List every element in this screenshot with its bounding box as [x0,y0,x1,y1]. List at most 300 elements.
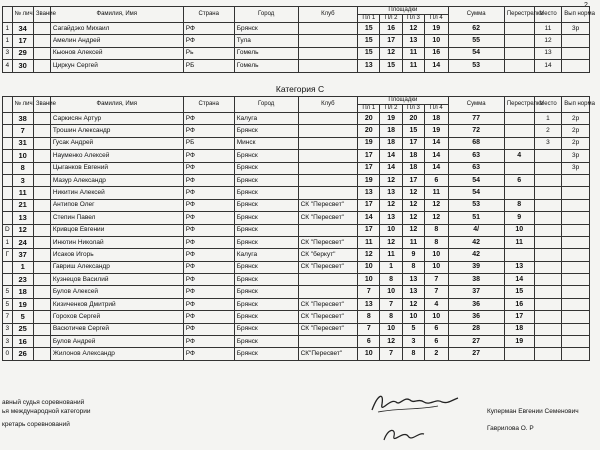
table-row [3,150,590,162]
norm-cell [562,199,590,211]
norm-cell [562,35,590,47]
table-row [3,298,590,310]
area-score-2: 15 [380,60,402,72]
area-score-4: 12 [425,212,448,224]
area-score-2: 10 [380,323,402,335]
shootoff-cell [504,113,534,125]
area-score-4: 14 [425,162,448,174]
footer-judge-category: ья международной категории [2,408,91,415]
area-score-3: 8 [402,348,424,360]
rank-cell [33,348,50,360]
norm-cell [562,323,590,335]
norm-cell [562,47,590,59]
participant-number: 3 [12,174,33,186]
area-score-2: 12 [380,236,402,248]
area-score-4: 10 [425,249,448,261]
area-score-4: 8 [425,236,448,248]
sum-cell: 72 [448,125,504,137]
rank-cell [33,298,50,310]
participant-name: Кизиченков Дмитрий [50,298,183,310]
area-score-3: 11 [402,60,424,72]
header-areas: Площадки [358,97,448,105]
table-row [3,187,590,199]
area-score-1: 15 [358,47,380,59]
row-index: D [3,224,13,236]
row-index: 3 [3,323,13,335]
norm-cell [562,249,590,261]
header-place: Место [534,7,562,23]
header-norm: Вып норма [562,7,590,23]
sum-cell: 39 [448,261,504,273]
area-score-1: 15 [358,23,380,35]
area-score-3: 17 [402,174,424,186]
participant-name: Мазур Александр [50,174,183,186]
city-cell: Брянск [234,224,298,236]
shootoff-cell: 11 [504,236,534,248]
city-cell: Тула [234,35,298,47]
header-city: Город [234,97,298,113]
shootoff-cell [504,47,534,59]
sum-cell: 37 [448,286,504,298]
norm-cell [562,348,590,360]
participant-number: 24 [12,236,33,248]
norm-cell [562,298,590,310]
sum-cell: 38 [448,274,504,286]
place-cell: 14 [534,60,562,72]
shootoff-cell [504,137,534,149]
shootoff-cell: 16 [504,298,534,310]
table-row [3,137,590,149]
norm-cell [562,212,590,224]
area-score-1: 19 [358,137,380,149]
country-cell: РФ [183,249,234,261]
sum-cell: 68 [448,137,504,149]
shootoff-cell [504,23,534,35]
area-score-1: 20 [358,125,380,137]
sum-cell: 27 [448,348,504,360]
club-cell [298,125,358,137]
row-index [3,199,13,211]
club-cell: СК "Пересвет" [298,298,358,310]
country-cell: РФ [183,274,234,286]
participant-name: Кривцов Евгении [50,224,183,236]
area-score-1: 12 [358,249,380,261]
area-score-2: 19 [380,113,402,125]
club-cell: СК "Пересвет" [298,199,358,211]
header-rank: Звание [33,97,50,113]
area-score-4: 12 [425,199,448,211]
table-row [3,35,590,47]
city-cell: Брянск [234,125,298,137]
participant-number: 1 [12,261,33,273]
country-cell: РФ [183,236,234,248]
participant-name: Гусак Андрей [50,137,183,149]
area-score-4: 2 [425,348,448,360]
row-index [3,162,13,174]
participant-number: 16 [12,336,33,348]
participant-name: Циркун Сергей [50,60,183,72]
country-cell: РФ [183,286,234,298]
area-score-3: 13 [402,286,424,298]
table-row [3,224,590,236]
norm-cell [562,286,590,298]
participant-number: 25 [12,323,33,335]
sum-cell: 42 [448,236,504,248]
participant-name: Жилонов Александр [50,348,183,360]
table-row [3,236,590,248]
area-score-2: 8 [380,311,402,323]
header-club: Клуб [298,97,358,113]
area-score-2: 18 [380,137,402,149]
row-index [3,261,13,273]
table-row [3,323,590,335]
area-score-2: 13 [380,212,402,224]
area-score-3: 3 [402,336,424,348]
shootoff-cell: 9 [504,212,534,224]
place-cell: 13 [534,47,562,59]
participant-name: Антипов Олег [50,199,183,211]
area-score-1: 15 [358,35,380,47]
area-score-4: 10 [425,35,448,47]
header-idx [3,97,13,113]
area-score-2: 1 [380,261,402,273]
area-score-4: 16 [425,47,448,59]
table-row [3,336,590,348]
table-row [3,174,590,186]
participant-name: Кьюнов Алексей [50,47,183,59]
header-p3: Пл 3 [402,105,424,113]
area-score-1: 10 [358,274,380,286]
city-cell: Брянск [234,348,298,360]
city-cell: Брянск [234,199,298,211]
participant-number: 18 [12,286,33,298]
place-cell [534,323,562,335]
area-score-1: 11 [358,236,380,248]
sum-cell: 63 [448,150,504,162]
row-index: 4 [3,60,13,72]
club-cell [298,224,358,236]
club-cell [298,47,358,59]
header-p4: Пл 4 [425,15,448,23]
shootoff-cell [504,60,534,72]
table-row [3,311,590,323]
city-cell: Брянск [234,336,298,348]
area-score-3: 13 [402,274,424,286]
club-cell [298,286,358,298]
header-name: Фамилия, Имя [50,97,183,113]
sum-cell: 27 [448,336,504,348]
country-cell: РФ [183,224,234,236]
sum-cell: 4/ [448,224,504,236]
city-cell: Гомель [234,60,298,72]
rank-cell [33,261,50,273]
norm-cell [562,174,590,186]
norm-cell [562,187,590,199]
area-score-4: 4 [425,298,448,310]
place-cell: 11 [534,23,562,35]
area-score-2: 12 [380,336,402,348]
club-cell: СК "Пересвет" [298,261,358,273]
rank-cell [33,212,50,224]
country-cell: РФ [183,150,234,162]
shootoff-cell: 19 [504,336,534,348]
participant-name: Горохов Сергей [50,311,183,323]
area-score-2: 14 [380,162,402,174]
row-index [3,174,13,186]
participant-number: 30 [12,60,33,72]
area-score-2: 7 [380,348,402,360]
place-cell [534,311,562,323]
participant-number: 37 [12,249,33,261]
club-cell [298,187,358,199]
area-score-1: 7 [358,286,380,298]
place-cell [534,174,562,186]
category-title: Категория С [275,84,325,94]
row-index [3,212,13,224]
shootoff-cell: 17 [504,311,534,323]
area-score-3: 11 [402,236,424,248]
club-cell [298,174,358,186]
rank-cell [33,137,50,149]
area-score-1: 17 [358,162,380,174]
participant-number: 26 [12,348,33,360]
header-shootoff: Перестрелка [504,7,534,23]
page-number: 2 [584,2,588,9]
area-score-2: 7 [380,298,402,310]
place-cell [534,150,562,162]
shootoff-cell [504,187,534,199]
norm-cell [562,336,590,348]
country-cell: РФ [183,162,234,174]
footer-chief-judge: авный судья соревнований [2,399,85,406]
sum-cell: 36 [448,311,504,323]
table-row [3,60,590,72]
header-p2: Пл 2 [380,15,402,23]
area-score-3: 20 [402,113,424,125]
club-cell: СК "беркут" [298,249,358,261]
city-cell: Брянск [234,261,298,273]
header-rank: Звание [33,7,50,23]
area-score-1: 7 [358,323,380,335]
area-score-1: 6 [358,336,380,348]
norm-cell: 2р [562,125,590,137]
area-score-3: 12 [402,23,424,35]
header-p4: Пл 4 [425,105,448,113]
club-cell [298,113,358,125]
shootoff-cell: 13 [504,261,534,273]
shootoff-cell: 10 [504,224,534,236]
secretary-name: Гаврилова О. Р [487,425,534,432]
sum-cell: 62 [448,23,504,35]
table-row [3,47,590,59]
table-row [3,23,590,35]
header-p1: Пл 1 [358,105,380,113]
area-score-1: 13 [358,298,380,310]
city-cell: Брянск [234,174,298,186]
participant-number: 29 [12,47,33,59]
shootoff-cell [504,35,534,47]
place-cell [534,212,562,224]
area-score-1: 17 [358,224,380,236]
participant-name: Исаков Игорь [50,249,183,261]
row-index: 7 [3,311,13,323]
table-row [3,212,590,224]
city-cell: Брянск [234,311,298,323]
area-score-1: 20 [358,113,380,125]
area-score-2: 8 [380,274,402,286]
club-cell [298,274,358,286]
participant-number: 10 [12,150,33,162]
rank-cell [33,336,50,348]
rank-cell [33,174,50,186]
header-p3: Пл 3 [402,15,424,23]
participant-number: 23 [12,274,33,286]
club-cell: СК "Пересвет" [298,236,358,248]
row-index [3,274,13,286]
sum-cell: 36 [448,298,504,310]
club-cell: СК "Пересвет" [298,212,358,224]
area-score-4: 8 [425,224,448,236]
area-score-3: 12 [402,199,424,211]
participant-number: 34 [12,23,33,35]
area-score-3: 11 [402,47,424,59]
row-index: 1 [3,23,13,35]
area-score-2: 10 [380,224,402,236]
rank-cell [33,162,50,174]
country-cell: РФ [183,298,234,310]
norm-cell [562,236,590,248]
header-sum: Сумма [448,7,504,23]
area-score-2: 13 [380,187,402,199]
participant-name: Трошин Александр [50,125,183,137]
country-cell: РФ [183,348,234,360]
area-score-3: 18 [402,150,424,162]
place-cell [534,336,562,348]
footer-secretary: кретарь соревнований [2,421,70,428]
norm-cell: 2р [562,137,590,149]
place-cell [534,162,562,174]
country-cell: РФ [183,323,234,335]
area-score-2: 18 [380,125,402,137]
area-score-2: 12 [380,174,402,186]
shootoff-cell [504,348,534,360]
header-norm: Вып норма [562,97,590,113]
area-score-4: 6 [425,323,448,335]
rank-cell [33,187,50,199]
rank-cell [33,236,50,248]
area-score-1: 13 [358,187,380,199]
city-cell: Калуга [234,249,298,261]
place-cell [534,187,562,199]
area-score-4: 14 [425,150,448,162]
club-cell [298,150,358,162]
norm-cell: 2р [562,113,590,125]
club-cell [298,60,358,72]
participant-number: 21 [12,199,33,211]
row-index: Г [3,249,13,261]
header-city: Город [234,7,298,23]
club-cell [298,23,358,35]
rank-cell [33,125,50,137]
participant-name: Васютичев Сергей [50,323,183,335]
table-row [3,125,590,137]
place-cell [534,261,562,273]
header-country: Страна [183,97,234,113]
place-cell [534,249,562,261]
country-cell: РФ [183,125,234,137]
participant-number: 5 [12,311,33,323]
rank-cell [33,23,50,35]
participant-name: Цыганков Евгений [50,162,183,174]
header-place: Место [534,97,562,113]
area-score-1: 8 [358,311,380,323]
rank-cell [33,286,50,298]
header-p1: Пл 1 [358,15,380,23]
row-index: 3 [3,336,13,348]
area-score-2: 17 [380,35,402,47]
area-score-3: 5 [402,323,424,335]
sum-cell: 42 [448,249,504,261]
sum-cell: 55 [448,35,504,47]
shootoff-cell [504,125,534,137]
area-score-1: 10 [358,261,380,273]
participant-name: Степин Павел [50,212,183,224]
norm-cell [562,224,590,236]
sum-cell: 53 [448,60,504,72]
norm-cell: 3р [562,23,590,35]
results-table-category-c [2,96,595,361]
country-cell: Рь [183,47,234,59]
city-cell: Калуга [234,113,298,125]
rank-cell [33,150,50,162]
city-cell: Брянск [234,274,298,286]
shootoff-cell: 18 [504,323,534,335]
area-score-3: 12 [402,298,424,310]
area-score-1: 17 [358,150,380,162]
area-score-4: 7 [425,274,448,286]
sum-cell: 28 [448,323,504,335]
row-index: 1 [3,35,13,47]
sum-cell: 54 [448,47,504,59]
norm-cell: 3р [562,162,590,174]
area-score-2: 12 [380,199,402,211]
shootoff-cell: 14 [504,274,534,286]
judge-name: Куперман Евгении Семенович [487,408,579,415]
country-cell: РБ [183,137,234,149]
header-p2: Пл 2 [380,105,402,113]
place-cell: 2 [534,125,562,137]
country-cell: РФ [183,336,234,348]
table-row [3,199,590,211]
table-row [3,261,590,273]
club-cell: СК "Пересвет" [298,323,358,335]
area-score-4: 19 [425,23,448,35]
shootoff-cell: 6 [504,174,534,186]
place-cell [534,298,562,310]
sum-cell: 54 [448,187,504,199]
table-row [3,249,590,261]
city-cell: Брянск [234,23,298,35]
country-cell: РФ [183,23,234,35]
participant-name: Инютин Николай [50,236,183,248]
area-score-1: 10 [358,348,380,360]
city-cell: Брянск [234,187,298,199]
place-cell [534,286,562,298]
participant-name: Кузнецов Василий [50,274,183,286]
area-score-2: 14 [380,150,402,162]
results-body-top [3,23,590,73]
city-cell: Брянск [234,323,298,335]
